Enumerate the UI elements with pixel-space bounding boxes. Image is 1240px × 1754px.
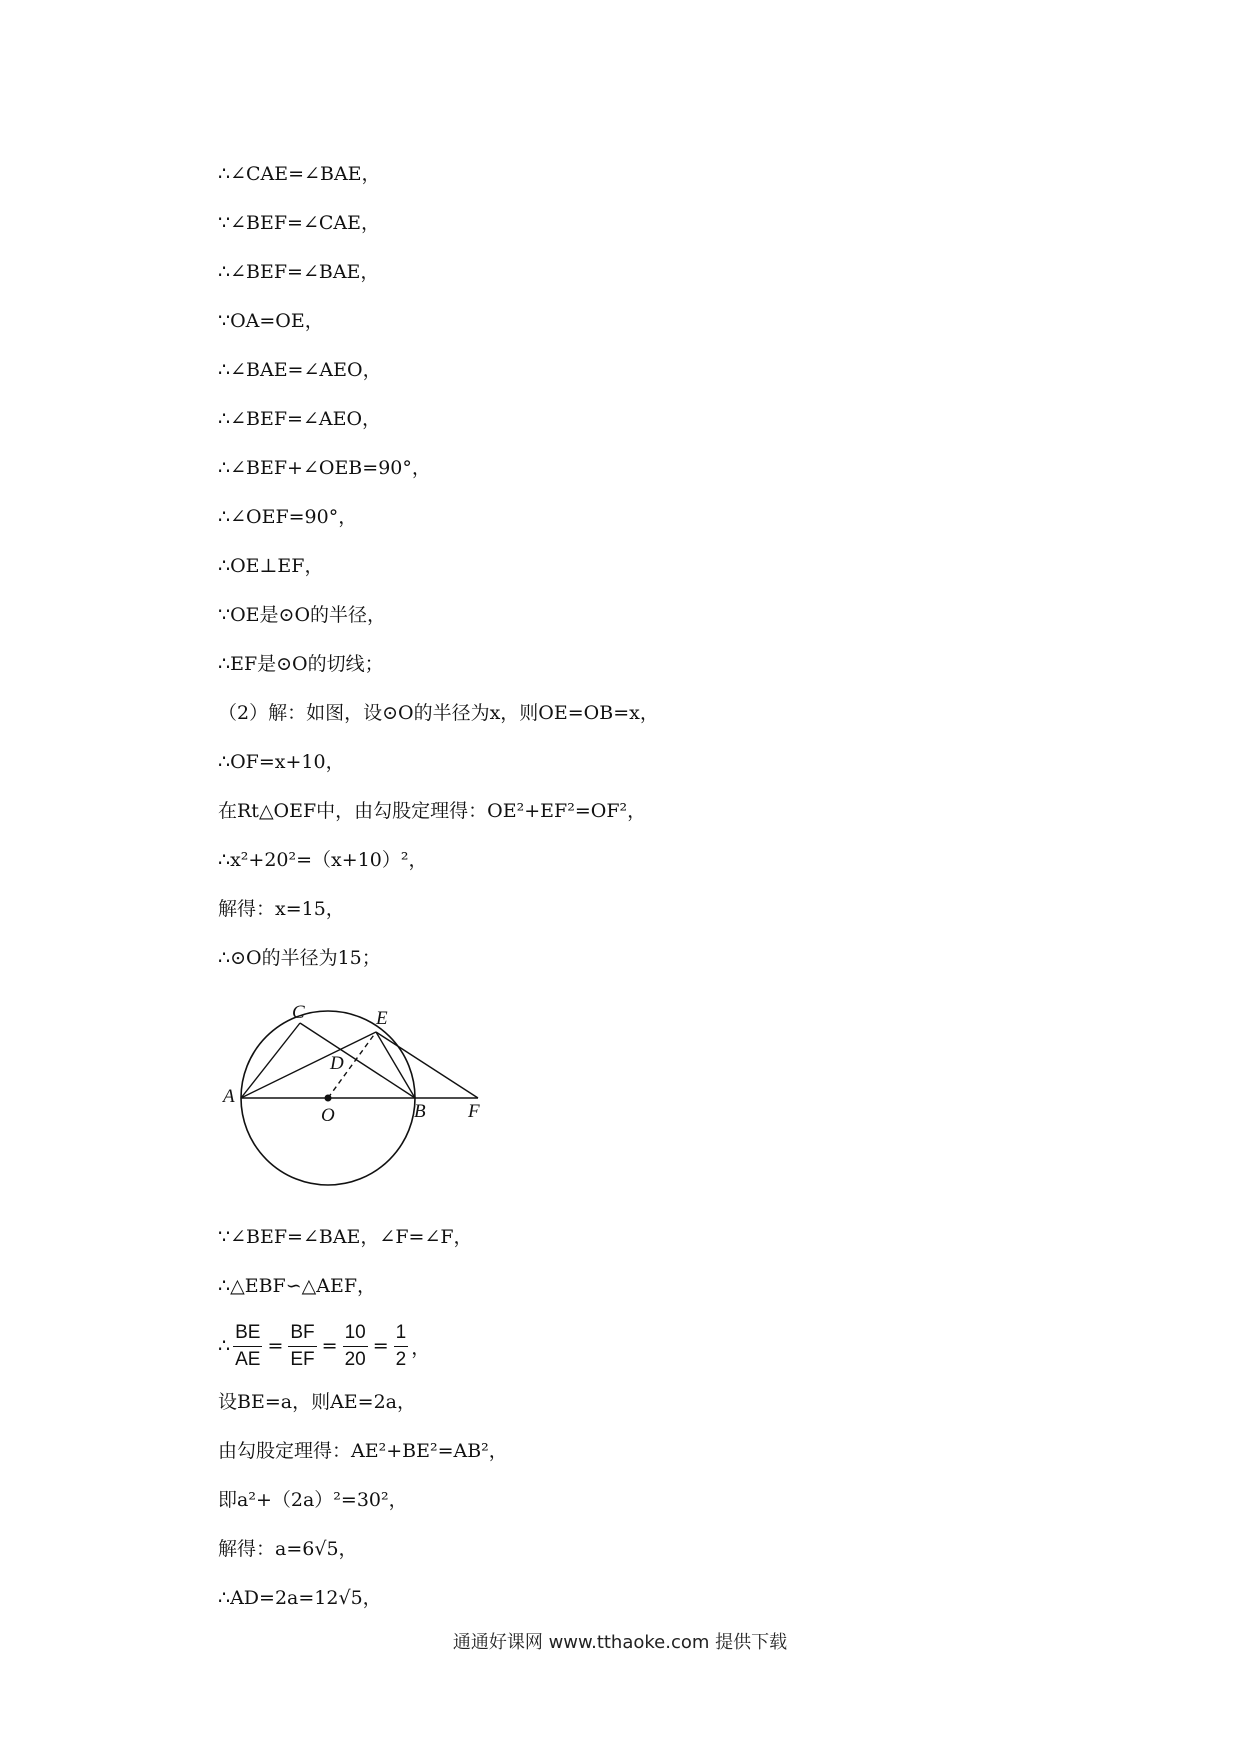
label-c: C	[292, 1002, 305, 1023]
segment-ef	[376, 1032, 478, 1098]
proof-line-6: ∴∠BEF=∠AEO，	[218, 408, 382, 430]
proof-line-25: ∴AD=2a=12√5，	[218, 1587, 382, 1609]
equals-sign: =	[372, 1335, 389, 1357]
label-e: E	[376, 1008, 388, 1029]
proof-line-11: ∴EF是⊙O的切线；	[218, 653, 384, 675]
proof-line-15: ∴x²+20²=（x+10）²，	[218, 849, 428, 871]
label-b: B	[414, 1101, 426, 1122]
proof-line-21: 设BE=a，则AE=2a，	[218, 1391, 417, 1413]
denominator: 2	[395, 1348, 407, 1370]
denominator: EF	[290, 1348, 315, 1370]
denominator: AE	[235, 1348, 261, 1370]
proof-line-22: 由勾股定理得：AE²+BE²=AB²，	[218, 1440, 508, 1462]
part2-heading-line: （2）解：如图，设⊙O的半径为x，则OE=OB=x，	[218, 702, 659, 724]
label-d: D	[330, 1053, 344, 1074]
label-f: F	[468, 1101, 480, 1122]
fraction-10-20	[343, 1320, 368, 1373]
proof-line-2: ∵∠BEF=∠CAE，	[218, 212, 380, 234]
equals-sign: =	[267, 1335, 284, 1357]
point-o	[325, 1095, 332, 1102]
proof-line-8: ∴∠OEF=90°，	[218, 506, 358, 528]
proof-line-13: ∴OF=x+10，	[218, 751, 345, 773]
numerator: BF	[288, 1320, 316, 1347]
proof-line-18: ∵∠BEF=∠BAE，∠F=∠F，	[218, 1226, 473, 1248]
proof-line-5: ∴∠BAE=∠AEO，	[218, 359, 382, 381]
page-footer: 通通好课网 www.tthaoke.com 提供下载	[452, 1632, 788, 1653]
proof-line-23: 即a²+（2a）²=30²，	[218, 1489, 408, 1511]
proof-line-14: 在Rt△OEF中，由勾股定理得：OE²+EF²=OF²，	[218, 800, 647, 822]
label-o: O	[321, 1105, 335, 1126]
proof-line-10: ∵OE是⊙O的半径，	[218, 604, 387, 626]
label-a: A	[223, 1086, 235, 1107]
therefore-symbol: ∴	[218, 1335, 231, 1357]
denominator: 20	[344, 1348, 366, 1370]
proof-line-9: ∴OE⊥EF，	[218, 555, 324, 577]
proof-line-4: ∵OA=OE，	[218, 310, 324, 332]
equals-sign: =	[321, 1335, 338, 1357]
proof-line-19: ∴△EBF∽△AEF，	[218, 1275, 377, 1297]
proof-line-7: ∴∠BEF+∠OEB=90°，	[218, 457, 431, 479]
fraction-1-2	[394, 1320, 409, 1373]
proof-line-16: 解得：x=15，	[218, 898, 345, 920]
proof-line-1: ∴∠CAE=∠BAE，	[218, 163, 381, 185]
comma: ，	[411, 1336, 431, 1359]
fraction-bf-ef	[288, 1320, 316, 1373]
numerator: BE	[233, 1320, 262, 1347]
fraction-equation	[218, 1316, 430, 1376]
geometry-figure	[218, 996, 508, 1196]
numerator: 1	[394, 1320, 409, 1347]
proof-line-24: 解得：a=6√5，	[218, 1538, 358, 1560]
proof-line-3: ∴∠BEF=∠BAE，	[218, 261, 380, 283]
numerator: 10	[343, 1320, 368, 1347]
proof-line-17: ∴⊙O的半径为15；	[218, 947, 381, 969]
fraction-be-ae	[233, 1320, 262, 1373]
